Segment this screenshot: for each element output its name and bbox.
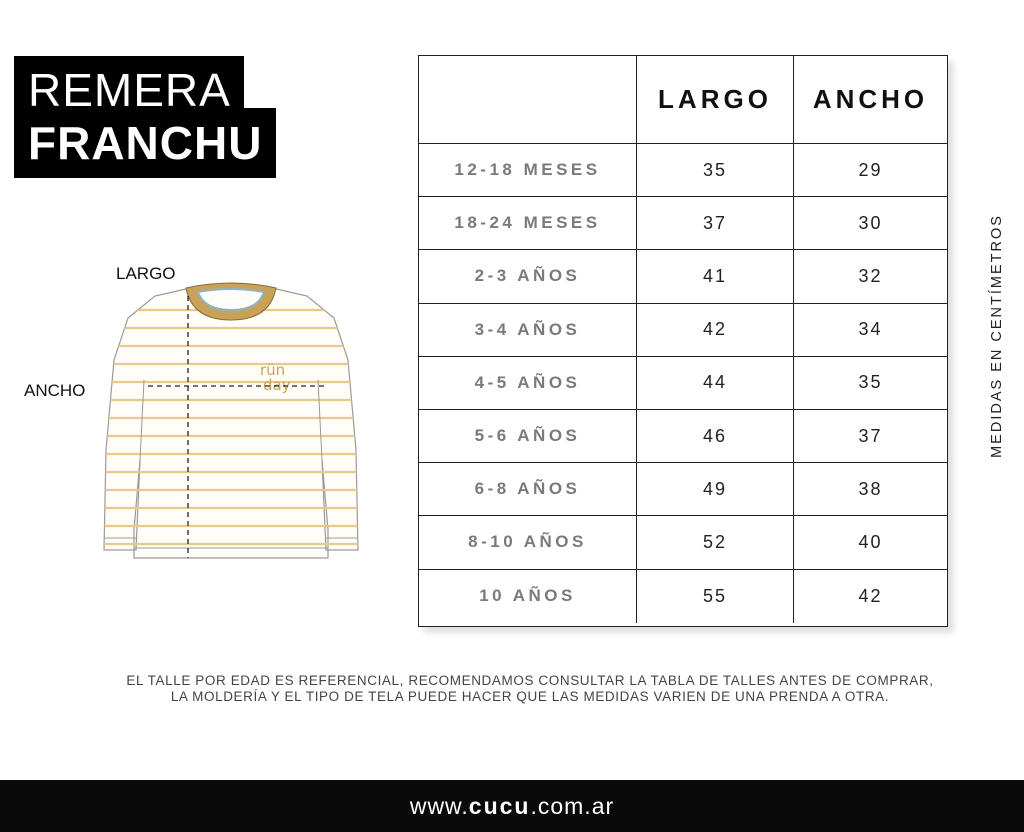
table-header-row — [419, 56, 947, 144]
header-largo: LARGO — [637, 56, 794, 143]
largo-label: LARGO — [116, 264, 176, 283]
size-cell: 4-5 AÑOS — [419, 357, 637, 409]
table-row — [419, 250, 947, 303]
table-row — [419, 144, 947, 197]
ancho-cell: 35 — [858, 372, 883, 393]
ancho-cell: 29 — [858, 159, 883, 180]
units-note: MEDIDAS EN CENTÍMETROS — [989, 214, 1005, 458]
size-cell: 2-3 AÑOS — [419, 250, 637, 302]
largo-cell: 37 — [637, 197, 794, 249]
header-empty-cell — [419, 56, 637, 143]
size-cell: 8-10 AÑOS — [419, 516, 637, 568]
ancho-cell: 37 — [858, 425, 883, 446]
size-cell: 6-8 AÑOS — [419, 463, 637, 515]
largo-cell: 52 — [637, 516, 794, 568]
largo-cell: 49 — [637, 463, 794, 515]
size-cell: 18-24 MESES — [419, 197, 637, 249]
ancho-cell: 32 — [858, 265, 883, 286]
ancho-cell: 42 — [858, 585, 883, 606]
table-row — [419, 463, 947, 516]
print-text-day: day — [263, 376, 291, 394]
largo-cell: 55 — [637, 570, 794, 623]
size-cell: 5-6 AÑOS — [419, 410, 637, 462]
disclaimer-line-1: EL TALLE POR EDAD ES REFERENCIAL, RECOMENDAMOS CONSULTAR LA TABLA DE TALLES ANTES DE COMPRAR, — [126, 673, 934, 688]
ancho-cell: 30 — [858, 212, 883, 233]
product-type: REMERA — [28, 64, 231, 116]
tshirt-illustration — [100, 280, 370, 570]
largo-cell: 41 — [637, 250, 794, 302]
largo-cell: 46 — [637, 410, 794, 462]
table-row — [419, 516, 947, 569]
size-cell: 10 AÑOS — [419, 570, 637, 623]
size-cell: 12-18 MESES — [419, 144, 637, 196]
disclaimer-line-2: LA MOLDERÍA Y EL TIPO DE TELA PUEDE HACER QUE LAS MEDIDAS VARIEN DE UNA PRENDA A OTRA. — [170, 689, 890, 704]
table-row — [419, 357, 947, 410]
largo-cell: 42 — [637, 304, 794, 356]
table-row — [419, 304, 947, 357]
footer-bar — [0, 780, 1024, 832]
ancho-label: ANCHO — [24, 381, 86, 400]
header-ancho: ANCHO — [812, 84, 929, 114]
ancho-cell: 34 — [858, 319, 883, 340]
table-row — [419, 410, 947, 463]
table-row — [419, 570, 947, 623]
print-text-run: rün — [260, 361, 286, 379]
size-cell: 3-4 AÑOS — [419, 304, 637, 356]
product-name: FRANCHU — [28, 117, 263, 169]
largo-cell: 35 — [637, 144, 794, 196]
largo-cell: 44 — [637, 357, 794, 409]
size-table — [418, 55, 948, 627]
table-row — [419, 197, 947, 250]
ancho-cell: 38 — [858, 478, 883, 499]
footer-url[interactable]: www.cucu.com.ar — [409, 792, 615, 819]
ancho-cell: 40 — [858, 531, 883, 552]
